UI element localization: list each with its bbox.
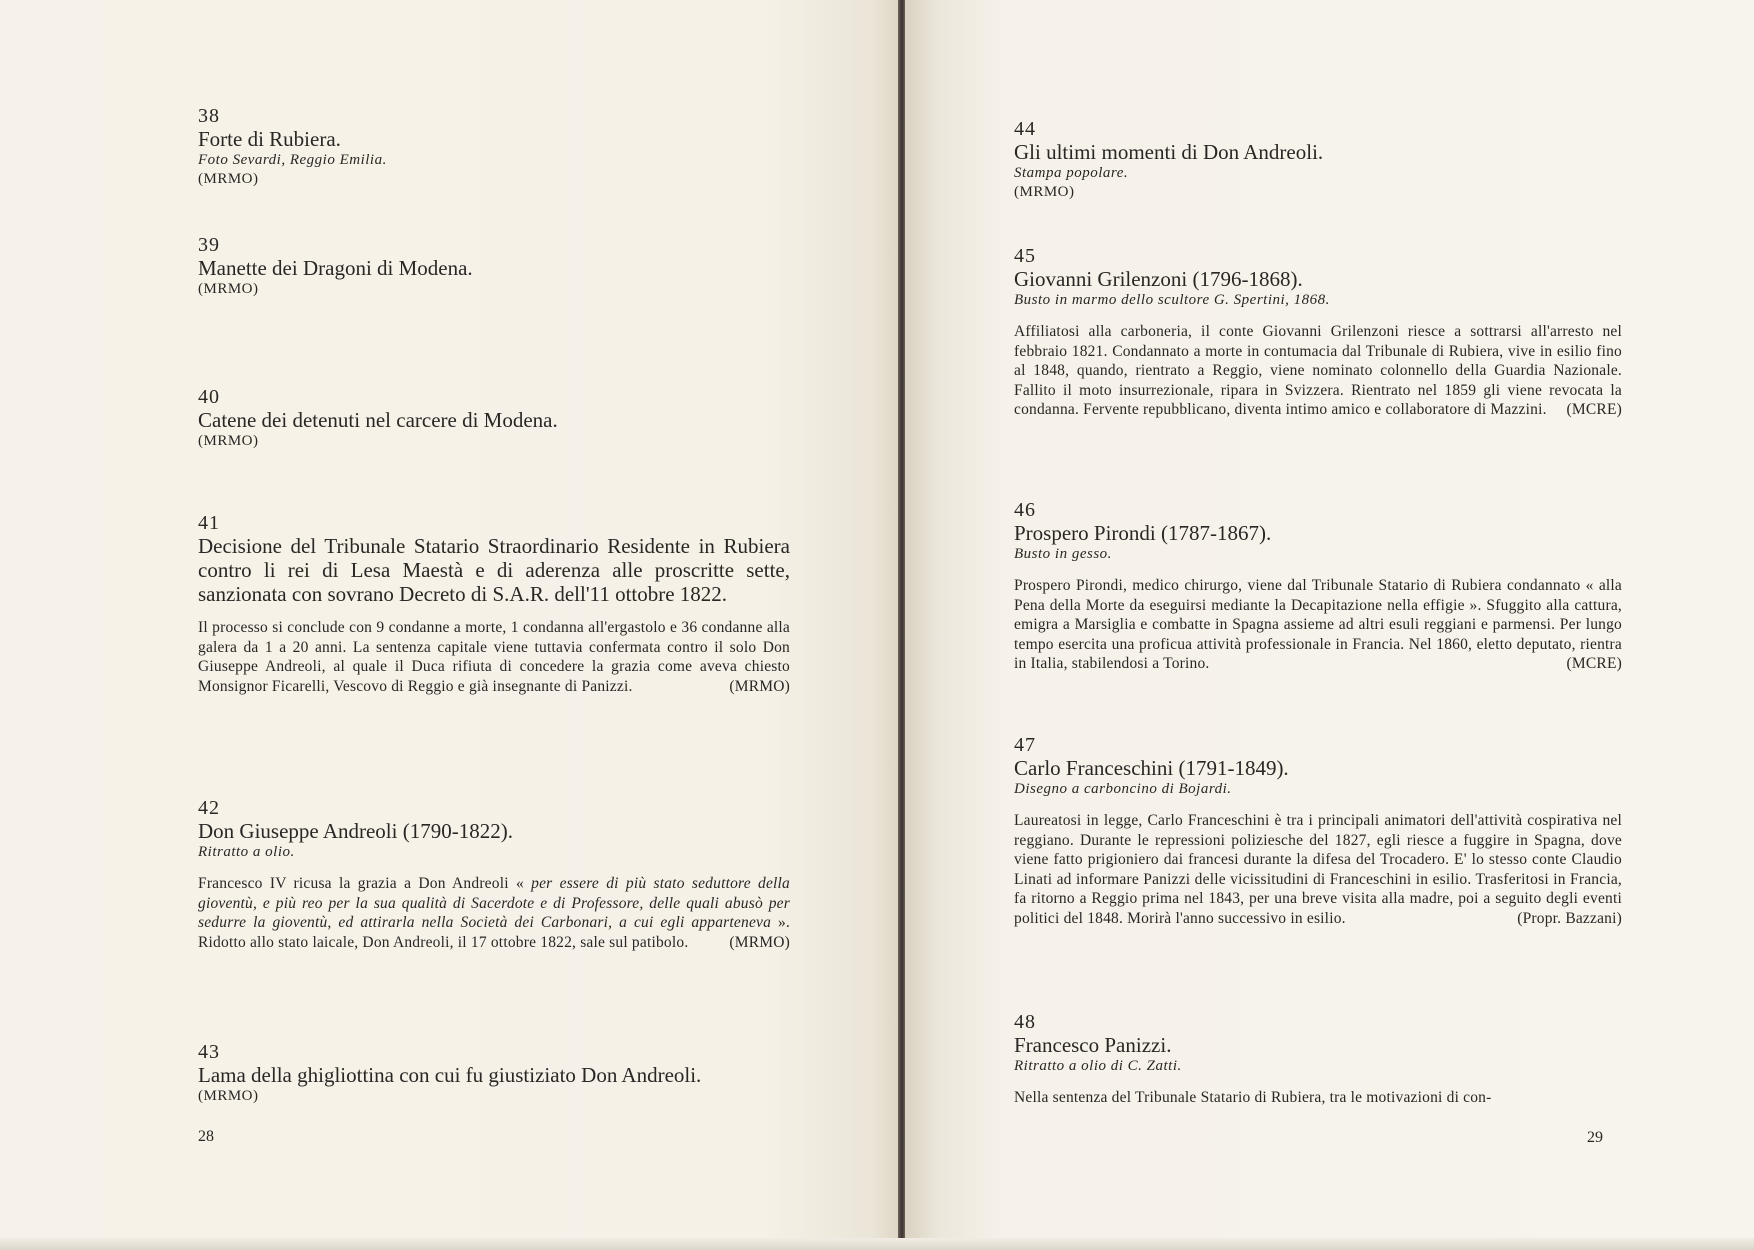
- entry-description: [1014, 1088, 1622, 1108]
- entry-source: (MRMO): [198, 433, 259, 449]
- entry-source: (MRMO): [729, 933, 790, 951]
- entry-title: Gli ultimi momenti di Don Andreoli.: [1014, 140, 1324, 164]
- entry-43: [198, 1041, 790, 1105]
- entry-source: (MRMO): [198, 1088, 259, 1104]
- entry-47: [1014, 734, 1622, 928]
- entry-title: Forte di Rubiera.: [198, 127, 341, 151]
- entry-description-text: Prospero Pirondi, medico chirurgo, viene dal Tribunale Statario di Rubiera condannato « alla Pena della Morte da eseguirsi mediante la Decapitazione nella effigie ». Sfuggito alla cattura, emigra a Marsiglia e combatte in Spagna assieme ad altri esuli reggiani e parmensi. Per lungo tempo esercita una proficua attività professionale in Francia. Nel 1860, eletto deputato, rientra in Italia, stabilendosi a Torino.: [1014, 577, 1622, 672]
- entry-caption: Busto in gesso.: [1014, 546, 1112, 562]
- entry-number: 38: [198, 105, 220, 127]
- entry-source: (MRMO): [198, 281, 259, 297]
- entry-40: [198, 386, 790, 450]
- entry-description-quote: per essere di più stato seduttore della gioventù, e più reo per la sua qualità di Sacerdote e di Professore, delle quali abusò per sedurre la gioventù, ed attirarla nella Società dei Carbonari, a cui egli apparteneva: [198, 875, 790, 931]
- entry-caption: Ritratto a olio.: [198, 844, 295, 860]
- entry-title: Decisione del Tribunale Statario Straordinario Residente in Rubiera contro li rei di Lesa Maestà e di aderenza alle proscritte sette, sanzionata con sovrano Decreto di S.A.R. dell'11 ottobre 1822.: [198, 534, 790, 606]
- entry-description-text: Nella sentenza del Tribunale Statario di Rubiera, tra le motivazioni di con-: [1014, 1089, 1492, 1106]
- entry-number: 46: [1014, 499, 1036, 521]
- entry-description: [1014, 576, 1622, 674]
- entry-caption: Stampa popolare.: [1014, 165, 1129, 181]
- page-bottom-edge: [0, 1238, 1754, 1250]
- entry-title: Manette dei Dragoni di Modena.: [198, 256, 473, 280]
- entry-source: (MRMO): [729, 677, 790, 695]
- entry-number: 41: [198, 512, 220, 534]
- page-number: 28: [198, 1128, 214, 1145]
- entry-description-post: ». Ridotto allo stato laicale, Don Andreoli, il 17 ottobre 1822, sale sul patibolo.: [198, 914, 790, 951]
- right-page: [905, 0, 1754, 1250]
- entry-number: 40: [198, 386, 220, 408]
- entry-39: [198, 234, 790, 298]
- entry-title: Carlo Franceschini (1791-1849).: [1014, 756, 1289, 780]
- entry-description: [1014, 322, 1622, 420]
- entry-number: 47: [1014, 734, 1036, 756]
- entry-48: [1014, 1011, 1622, 1108]
- entry-description-text: Affiliatosi alla carboneria, il conte Giovanni Grilenzoni riesce a sottrarsi all'arresto nel febbraio 1821. Condannato a morte in contumacia dal Tribunale di Rubiera, vive in esilio fino al 1848, quando, rientrato a Reggio, viene nominato colonnello della Guardia Nazionale. Fallito il moto insurrezionale, ripara in Svizzera. Rientrato nel 1859 gli viene revocata la condanna. Fervente repubblicano, diventa intimo amico e collaboratore di Mazzini.: [1014, 323, 1622, 418]
- entry-caption: Foto Sevardi, Reggio Emilia.: [198, 152, 387, 168]
- entry-source: (MCRE): [1566, 401, 1622, 418]
- entry-source: (MCRE): [1566, 655, 1622, 672]
- entry-number: 39: [198, 234, 220, 256]
- entry-number: 43: [198, 1041, 220, 1063]
- entry-38: [198, 105, 790, 188]
- entry-41: [198, 512, 790, 696]
- entry-source: (MRMO): [198, 171, 259, 187]
- entry-46: [1014, 499, 1622, 674]
- entry-title: Giovanni Grilenzoni (1796-1868).: [1014, 267, 1303, 291]
- entry-caption: Busto in marmo dello scultore G. Spertini, 1868.: [1014, 292, 1330, 308]
- entry-description-text: Il processo si conclude con 9 condanne a morte, 1 condanna all'ergastolo e 36 condanne alla galera da 1 a 20 anni. La sentenza capitale viene tuttavia confermata contro il solo Don Giuseppe Andreoli, al quale il Duca rifiuta di concedere la grazia come aveva chiesto Monsignor Ficarelli, Vescovo di Reggio e già insegnante di Panizzi.: [198, 619, 790, 695]
- entry-source: (MRMO): [1014, 184, 1075, 200]
- entry-45: [1014, 245, 1622, 420]
- entry-title: Prospero Pirondi (1787-1867).: [1014, 521, 1272, 545]
- entry-description-text: Laureatosi in legge, Carlo Franceschini è tra i principali animatori dell'attività cospirativa nel reggiano. Durante le repressioni poliziesche del 1827, egli riesce a fuggire in Spagna, dove viene fatto prigioniero dai francesi durante la difesa del Trocadero. E' lo stesso conte Claudio Linati ad informare Panizzi delle vicissitudini di Franceschini in esilio. Trasferitosi in Francia, fa ritorno a Reggio prima nel 1843, per una breve visita alla madre, poi a seguito degli eventi politici del 1848. Morirà l'anno successivo in esilio.: [1014, 812, 1622, 927]
- entry-title: Don Giuseppe Andreoli (1790-1822).: [198, 819, 513, 843]
- entry-title: Lama della ghigliottina con cui fu giustiziato Don Andreoli.: [198, 1063, 702, 1087]
- entry-description: [1014, 811, 1622, 928]
- page-number: 29: [1587, 1129, 1603, 1146]
- entry-42: [198, 797, 790, 952]
- entry-title: Francesco Panizzi.: [1014, 1033, 1172, 1057]
- entry-title: Catene dei detenuti nel carcere di Modena.: [198, 408, 558, 432]
- entry-number: 42: [198, 797, 220, 819]
- entry-number: 45: [1014, 245, 1036, 267]
- entry-44: [1014, 118, 1622, 201]
- entry-description-pre: Francesco IV ricusa la grazia a Don Andreoli «: [198, 875, 532, 892]
- entry-description: [198, 874, 790, 952]
- entry-number: 44: [1014, 118, 1036, 140]
- entry-caption: Ritratto a olio di C. Zatti.: [1014, 1058, 1182, 1074]
- entry-description: [198, 618, 790, 696]
- entry-source: (Propr. Bazzani): [1517, 909, 1622, 927]
- entry-number: 48: [1014, 1011, 1036, 1033]
- entry-caption: Disegno a carboncino di Bojardi.: [1014, 781, 1232, 797]
